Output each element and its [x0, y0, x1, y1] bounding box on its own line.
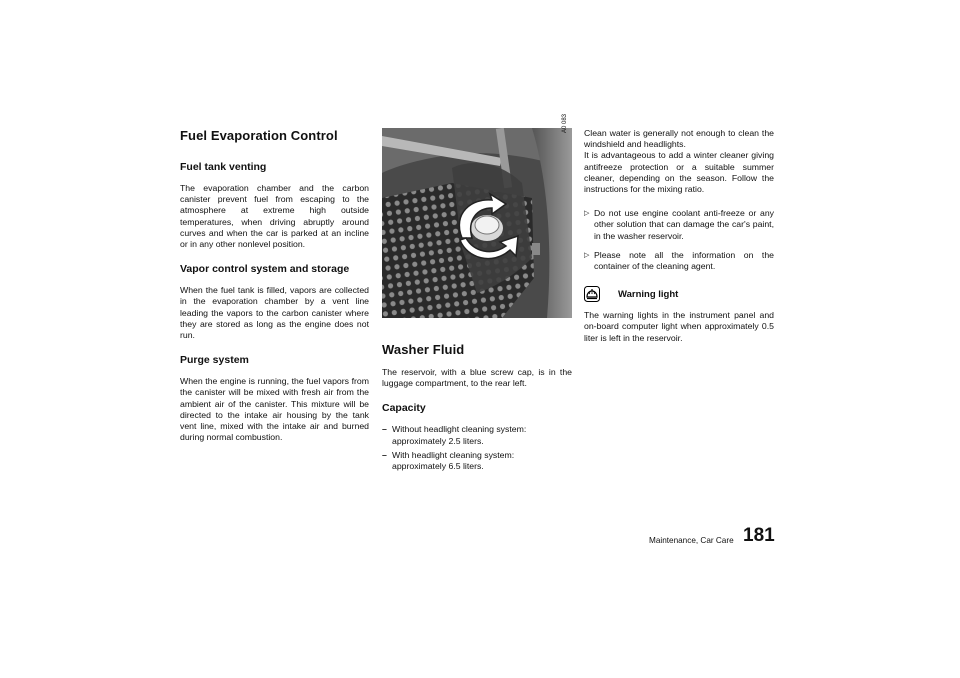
image-reference-code: A0 083	[562, 113, 568, 133]
warning-light-title: Warning light	[618, 288, 679, 300]
warning-light-header	[584, 286, 774, 302]
capacity-text	[392, 424, 526, 446]
triangle-bullet-icon: ▷	[584, 251, 590, 259]
list-item-instruction	[584, 250, 774, 272]
capacity-line1: Without headlight cleaning system:	[392, 424, 527, 435]
list-item-capacity	[382, 450, 572, 472]
instruction-text: Please note all the information on the container of the cleaning agent.	[594, 249, 774, 272]
column-fuel-evaporation	[180, 128, 369, 456]
dash-marker: –	[382, 424, 387, 435]
text-clean-water: Clean water is generally not enough to clean the windshield and headlights.	[584, 128, 774, 150]
capacity-line1: With headlight cleaning system:	[392, 449, 515, 460]
section-title-washer-fluid: Washer Fluid	[382, 342, 465, 357]
reservoir-illustration	[382, 128, 572, 318]
text-purge-system: When the engine is running, the fuel vapors from the canister will be mixed with fresh air from the ambient air of the canister. This mixture will be directed to the intake air housing by the tank vent line, mixed with the intake air and burned during normal combustion.	[180, 376, 369, 443]
list-item-capacity	[382, 424, 572, 446]
heading-fuel-tank-venting: Fuel tank venting	[180, 161, 267, 173]
page-number: 181	[743, 525, 775, 546]
text-vapor-control: When the fuel tank is filled, vapors are collected in the evaporation chamber by a vent line leading the vapors to the carbon canister where they are stored as long as the engine does not run.	[180, 285, 369, 341]
column-cleaning-info	[584, 128, 774, 357]
triangle-bullet-icon: ▷	[584, 210, 590, 218]
dash-marker: –	[382, 449, 387, 460]
list-item-instruction	[584, 208, 774, 242]
column-washer-fluid	[382, 128, 572, 475]
section-title-fuel-evaporation: Fuel Evaporation Control	[180, 128, 338, 143]
washer-reservoir-photo	[382, 128, 572, 318]
footer-section-label: Maintenance, Car Care	[649, 536, 734, 545]
text-warning-light: The warning lights in the instrument panel and on-board computer light when approximately 0.5 liter is left in the reservoir.	[584, 310, 774, 343]
capacity-text	[392, 450, 514, 472]
capacity-line2: approximately 2.5 liters.	[392, 435, 484, 446]
heading-vapor-control: Vapor control system and storage	[180, 263, 350, 276]
heading-capacity: Capacity	[382, 402, 426, 415]
instruction-text: Do not use engine coolant anti-freeze or any other solution that can damage the car's paint, in the washer reservoir.	[594, 208, 774, 241]
heading-purge-system: Purge system	[180, 354, 249, 367]
text-fuel-tank-venting: The evaporation chamber and the carbon canister prevent fuel from escaping to the atmosphere at extreme high outside temperatures, when driving abruptly around curves and when the car is parked at an incline or in any other nonlevel position.	[180, 183, 369, 250]
text-washer-intro: The reservoir, with a blue screw cap, is in the luggage compartment, to the rear left.	[382, 367, 572, 389]
capacity-line2: approximately 6.5 liters.	[392, 461, 484, 472]
washer-fluid-warning-icon	[584, 286, 600, 302]
text-winter-cleaner: It is advantageous to add a winter cleaner giving antifreeze protection or a suitable summer cleaner, depending on the season. Follow the instructions for the mixing ratio.	[584, 150, 774, 195]
